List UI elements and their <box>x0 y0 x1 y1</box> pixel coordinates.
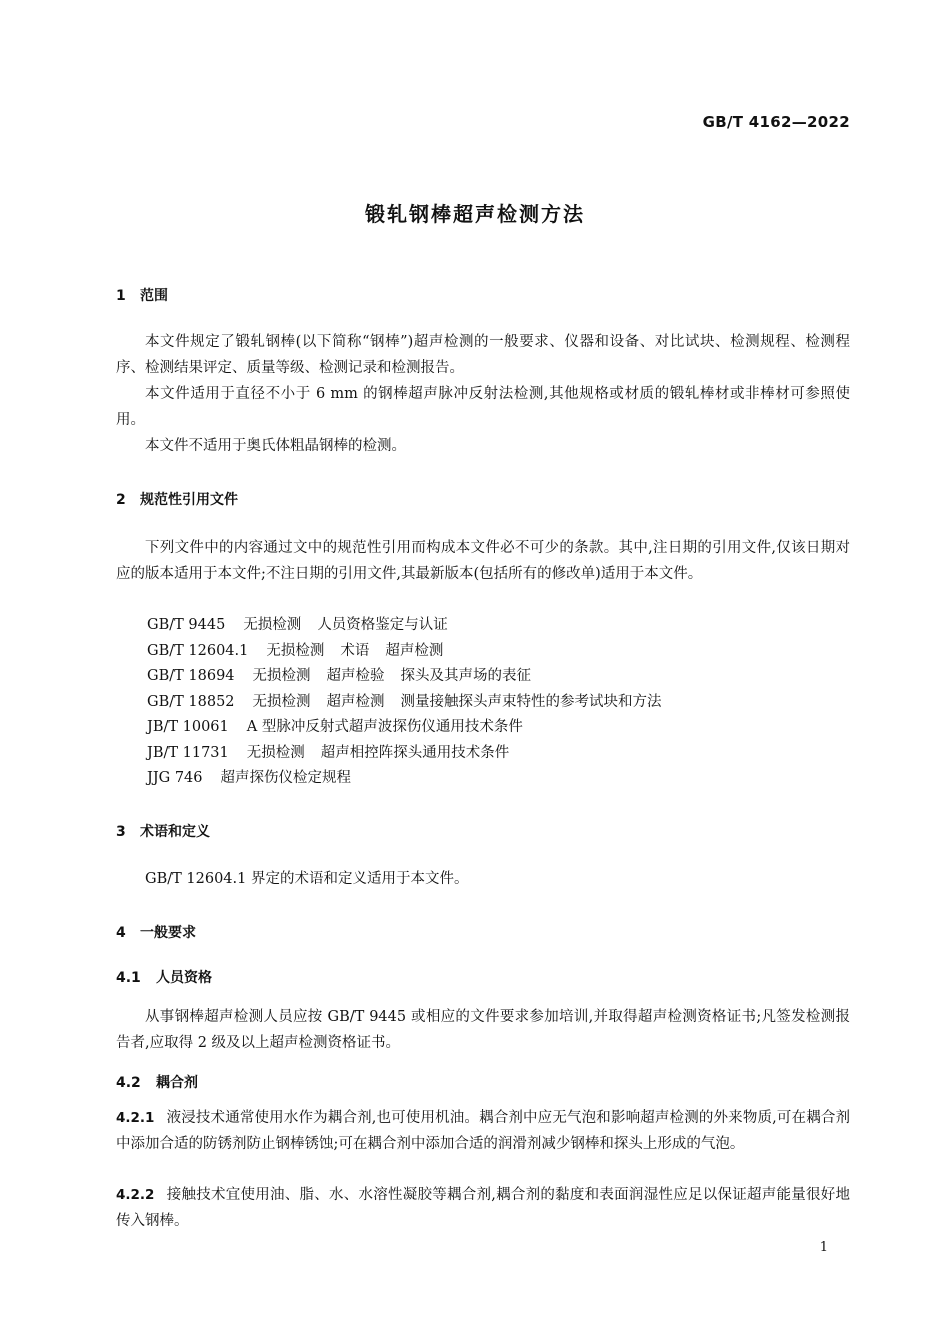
reference-title-part: 超声探伤仪检定规程 <box>220 770 351 786</box>
clause-text: 液浸技术通常使用水作为耦合剂,也可使用机油。耦合剂中应无气泡和影响超声检测的外来物质,可在耦合剂中添加合适的防锈剂防止钢棒锈蚀;可在耦合剂中添加合适的润滑剂减少钢棒和探头上形成的气泡。 <box>116 1110 850 1152</box>
section-title: 规范性引用文件 <box>140 492 238 508</box>
section-title: 一般要求 <box>140 925 196 941</box>
section-3-heading <box>116 821 210 841</box>
clause-number: 4.2.2 <box>116 1187 155 1203</box>
page-number: 1 <box>819 1240 828 1255</box>
clause-4-2-1 <box>116 1106 850 1157</box>
paragraph: 本文件不适用于奥氏体粗晶钢棒的检测。 <box>145 438 406 454</box>
reference-title-part: 超声检测 <box>326 693 385 710</box>
standard-code: GB/T 4162—2022 <box>702 113 850 131</box>
reference-item <box>147 613 678 639</box>
reference-code: GB/T 9445 <box>147 617 226 633</box>
reference-title-part: 无损检测 <box>266 642 325 659</box>
section-1-heading <box>116 285 168 305</box>
reference-title-part: A 型脉冲反射式超声波探伤仪通用技术条件 <box>246 719 523 735</box>
reference-code: GB/T 18694 <box>147 668 235 684</box>
reference-title-part: 超声检验 <box>326 668 385 684</box>
reference-item <box>147 715 678 741</box>
section-number: 1 <box>116 288 126 304</box>
reference-code: JJG 746 <box>147 770 203 786</box>
section-title: 范围 <box>140 288 168 304</box>
section-number: 4 <box>116 925 126 941</box>
reference-title-part: 探头及其声场的表征 <box>400 668 532 684</box>
normative-references-list <box>147 613 678 792</box>
section-title: 术语和定义 <box>140 824 210 840</box>
subsection-title: 耦合剂 <box>156 1075 198 1091</box>
section-number: 3 <box>116 824 126 840</box>
reference-title-part: 测量接触探头声束特性的参考试块和方法 <box>400 693 662 710</box>
reference-code: JB/T 11731 <box>147 744 229 761</box>
reference-title-part: 超声相控阵探头通用技术条件 <box>320 744 510 761</box>
reference-title-part: 无损检测 <box>252 668 311 684</box>
section-4-heading <box>116 922 196 942</box>
subsection-number: 4.1 <box>116 970 141 986</box>
paragraph: 下列文件中的内容通过文中的规范性引用而构成本文件必不可少的条款。其中,注日期的引用文件,仅该日期对应的版本适用于本文件;不注日期的引用文件,其最新版本(包括所有的修改单)适用于本文件。 <box>116 540 850 582</box>
clause-text: 接触技术宜使用油、脂、水、水溶性凝胶等耦合剂,耦合剂的黏度和表面润湿性应足以保证超声能量很好地传入钢棒。 <box>116 1187 850 1229</box>
reference-item <box>147 639 678 665</box>
clause-number: 4.2.1 <box>116 1110 155 1126</box>
reference-code: GB/T 12604.1 <box>147 642 249 659</box>
paragraph: GB/T 12604.1 界定的术语和定义适用于本文件。 <box>145 871 469 887</box>
section-2-heading <box>116 489 238 509</box>
reference-title-part: 无损检测 <box>246 744 305 761</box>
document-title: 锻轧钢棒超声检测方法 <box>365 202 585 226</box>
section-number: 2 <box>116 492 126 508</box>
reference-title-part: 无损检测 <box>243 617 302 633</box>
subsection-4-1-heading <box>116 967 212 987</box>
paragraph: 从事钢棒超声检测人员应按 GB/T 9445 或相应的文件要求参加培训,并取得超声检测资格证书;凡签发检测报告者,应取得 2 级及以上超声检测资格证书。 <box>116 1009 850 1051</box>
paragraph: 本文件适用于直径不小于 6 mm 的钢棒超声脉冲反射法检测,其他规格或材质的锻轧棒材或非棒材可参照使用。 <box>116 386 850 428</box>
subsection-title: 人员资格 <box>156 970 212 986</box>
paragraph: 本文件规定了锻轧钢棒(以下简称“钢棒”)超声检测的一般要求、仪器和设备、对比试块、检测规程、检测程序、检测结果评定、质量等级、检测记录和检测报告。 <box>116 334 850 376</box>
clause-4-2-2 <box>116 1183 850 1234</box>
reference-item <box>147 664 678 690</box>
reference-title-part: 术语 <box>340 642 370 659</box>
subsection-number: 4.2 <box>116 1075 141 1091</box>
reference-item <box>147 741 678 767</box>
reference-code: JB/T 10061 <box>147 719 229 735</box>
reference-title-part: 超声检测 <box>385 642 444 659</box>
reference-item <box>147 766 678 792</box>
reference-title-part: 人员资格鉴定与认证 <box>317 617 448 633</box>
reference-code: GB/T 18852 <box>147 693 235 710</box>
reference-item <box>147 690 678 716</box>
subsection-4-2-heading <box>116 1072 198 1092</box>
reference-title-part: 无损检测 <box>252 693 311 710</box>
